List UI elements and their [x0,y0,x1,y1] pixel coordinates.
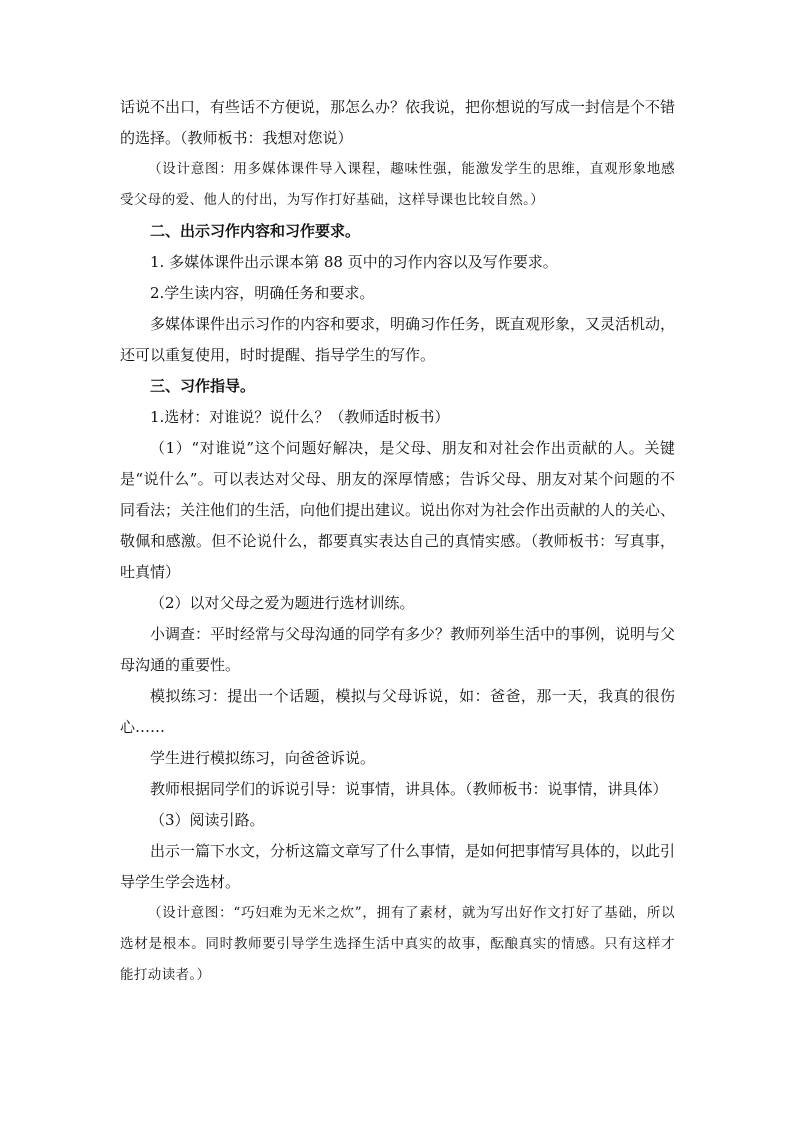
paragraph-model-essay: 出示一篇下水文，分析这篇文章写了什么事情，是如何把事情写具体的，以此引导学生学会选材。 [120,842,676,891]
paragraph-multimedia-note: 多媒体课件出示习作的内容和要求，明确习作任务，既直观形象，又灵活机动，还可以重复使用，时时提醒、指导学生的写作。 [120,315,676,364]
paragraph-teacher-guide: 教师根据同学们的诉说引导：说事情，讲具体。（教师板书：说事情，讲具体） [150,780,668,798]
paragraph-step-1: 1. 多媒体课件出示课本第 88 页中的习作内容以及写作要求。 [150,253,558,271]
section-heading-3: 三、习作指导。 [150,377,256,395]
paragraph-selection: 1.选材：对谁说？说什么？（教师适时板书） [150,408,450,426]
paragraph-sub-2: （2）以对父母之爱为题进行选材训练。 [150,594,415,612]
section-heading-2: 二、出示习作内容和习作要求。 [150,222,361,240]
paragraph-intro-continuation: 话说不出口，有些话不方便说，那怎么办？依我说，把你想说的写成一封信是个不错的选择。（教师板书：我想对您说） [120,98,676,147]
paragraph-student-practice: 学生进行模拟练习，向爸爸诉说。 [150,749,376,767]
paragraph-sub-3: （3）阅读引路。 [150,811,265,829]
design-intent-note-2: （设计意图：“巧妇难为无米之炊”，拥有了素材，就为写出好作文打好了基础，所以选材是根本。同时教师要引导学生选择生活中真实的故事，酝酿真实的情感。只有这样才能打动读者。） [120,905,675,983]
paragraph-simulation: 模拟练习：提出一个话题，模拟与父母诉说，如：爸爸，那一天，我真的很伤心…… [120,687,675,736]
document-body [120,92,675,991]
design-intent-note-1: （设计意图：用多媒体课件导入课程，趣味性强，能激发学生的思维，直观形象地感受父母的爱、他人的付出，为写作打好基础，这样导课也比较自然。） [120,161,675,208]
paragraph-sub-1: （1）“对谁说”这个问题好解决，是父母、朋友和对社会作出贡献的人。关键是“说什么”。可以表达对父母、朋友的深厚情感；告诉父母、朋友对某个问题的不同看法；关注他们的生活，向他们提出建议。说出你对为社会作出贡献的人的关心、敬佩和感激。但不论说什么，都要真实表达自己的真情实感。（教师板书：写真事，吐真情） [120,439,676,581]
paragraph-step-2: 2.学生读内容，明确任务和要求。 [150,284,375,302]
paragraph-survey: 小调查：平时经常与父母沟通的同学有多少？教师列举生活中的事例，说明与父母沟通的重要性。 [120,625,676,674]
